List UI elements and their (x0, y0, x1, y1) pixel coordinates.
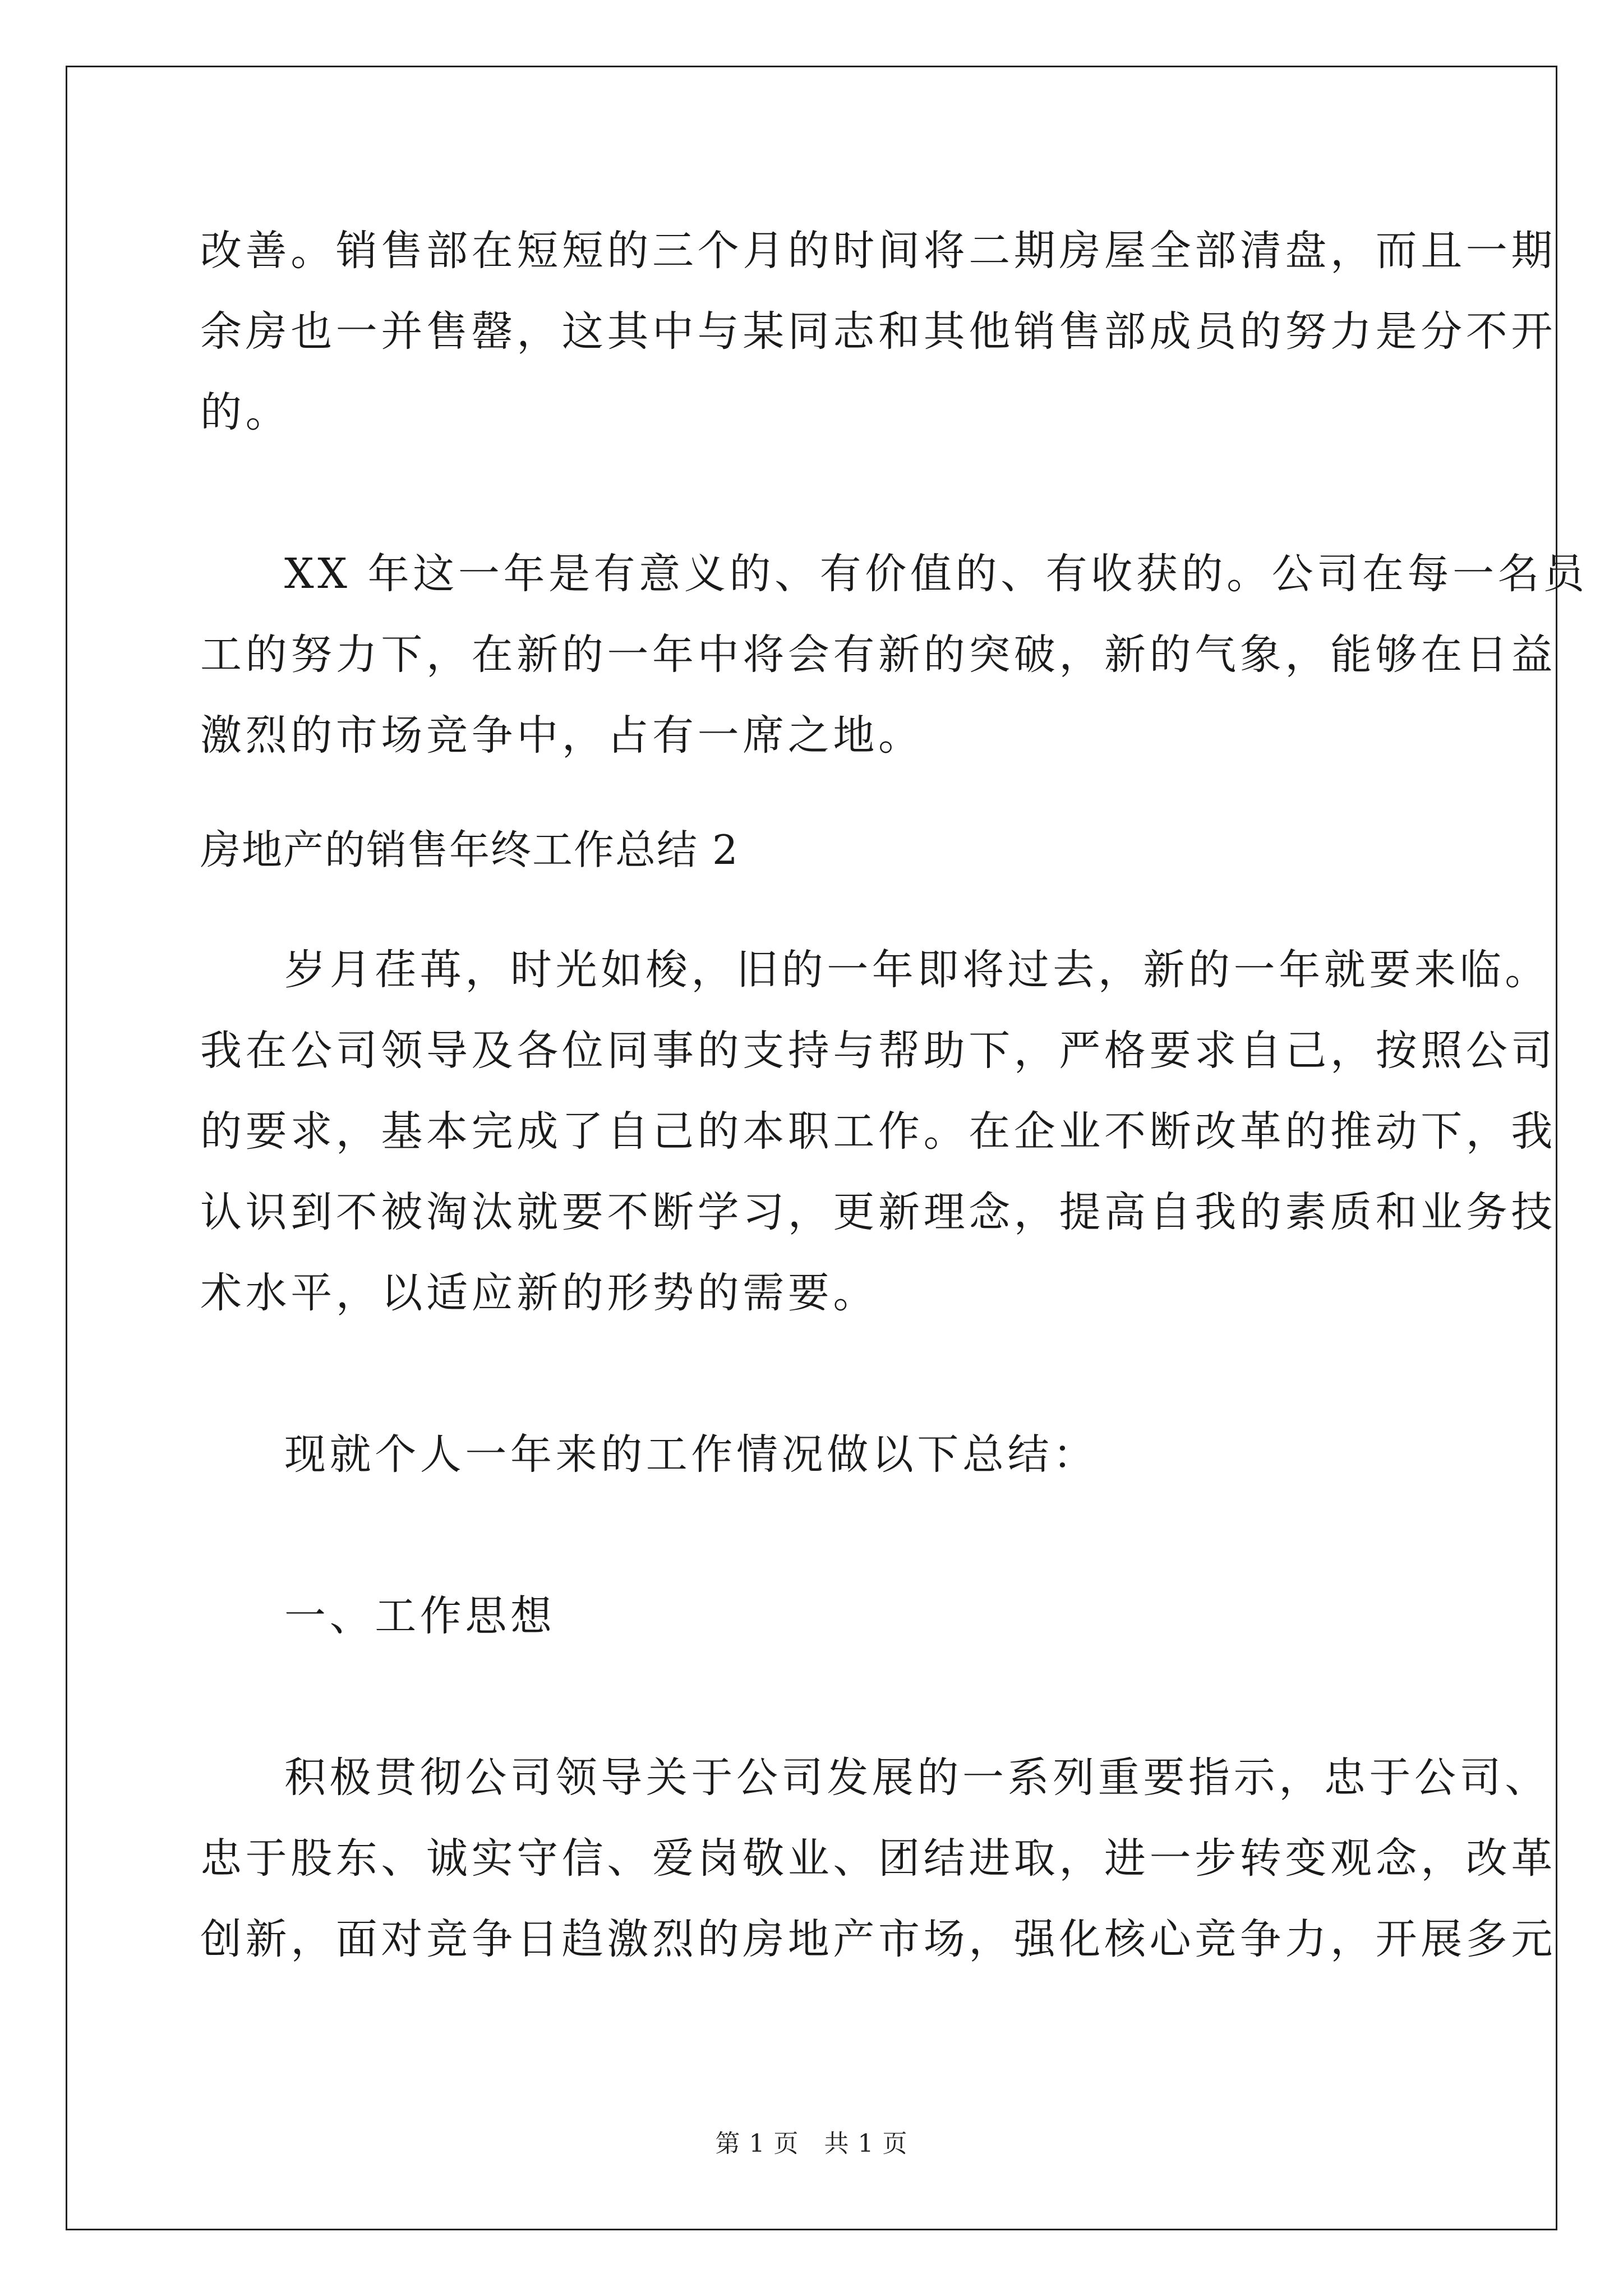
text-line: 余房也一并售罄，这其中与某同志和其他销售部成员的努力是分不开 (200, 307, 1556, 356)
paragraph (200, 533, 1588, 776)
paragraph-gap (200, 1657, 1423, 1737)
section-heading (200, 809, 1423, 890)
text-line: 我在公司领导及各位同事的支持与帮助下，严格要求自己，按照公司 (200, 1027, 1556, 1075)
text-line: 岁月荏苒，时光如梭，旧的一年即将过去，新的一年就要来临。 (284, 946, 1550, 994)
text-line: 一、工作思想 (284, 1592, 556, 1640)
text-line: 忠于股东、诚实守信、爱岗敬业、团结进取，进一步转变观念，改革 (200, 1834, 1556, 1883)
paragraph-gap (200, 890, 1423, 930)
paragraph-gap (200, 1333, 1423, 1414)
text-line: 工的努力下，在新的一年中将会有新的突破，新的气象，能够在日益 (200, 631, 1556, 679)
paragraph (200, 930, 1556, 1333)
page-footer: 第 1 页 共 1 页 (715, 2129, 908, 2158)
paragraph (200, 1737, 1556, 1980)
document-body (200, 210, 1588, 1980)
text-line: 现就个人一年来的工作情况做以下总结： (284, 1430, 1098, 1479)
text-line: 创新，面对竞争日趋激烈的房地产市场，强化核心竞争力，开展多元 (200, 1915, 1556, 1963)
paragraph-gap (200, 1495, 1423, 1576)
paragraph-gap (200, 453, 1423, 533)
heading-text: 房地产的销售年终工作总结 2 (200, 826, 739, 873)
text-line: XX 年这一年是有意义的、有价值的、有收获的。公司在每一名员 (284, 550, 1588, 598)
paragraph (200, 210, 1556, 453)
text-line: 激烈的市场竞争中，占有一席之地。 (200, 711, 924, 760)
text-line: 术水平，以适应新的形势的需要。 (200, 1269, 878, 1317)
paragraph (200, 1414, 1423, 1495)
text-line: 的要求，基本完成了自己的本职工作。在企业不断改革的推动下，我 (200, 1107, 1556, 1156)
text-line: 积极贯彻公司领导关于公司发展的一系列重要指示，忠于公司、 (284, 1754, 1550, 1802)
paragraph-gap (200, 776, 1423, 809)
text-line: 改善。销售部在短短的三个月的时间将二期房屋全部清盘，而且一期 (200, 227, 1556, 275)
paragraph (200, 1576, 1423, 1657)
text-line: 的。 (200, 388, 291, 436)
text-line: 认识到不被淘汰就要不断学习，更新理念，提高自我的素质和业务技 (200, 1188, 1556, 1236)
